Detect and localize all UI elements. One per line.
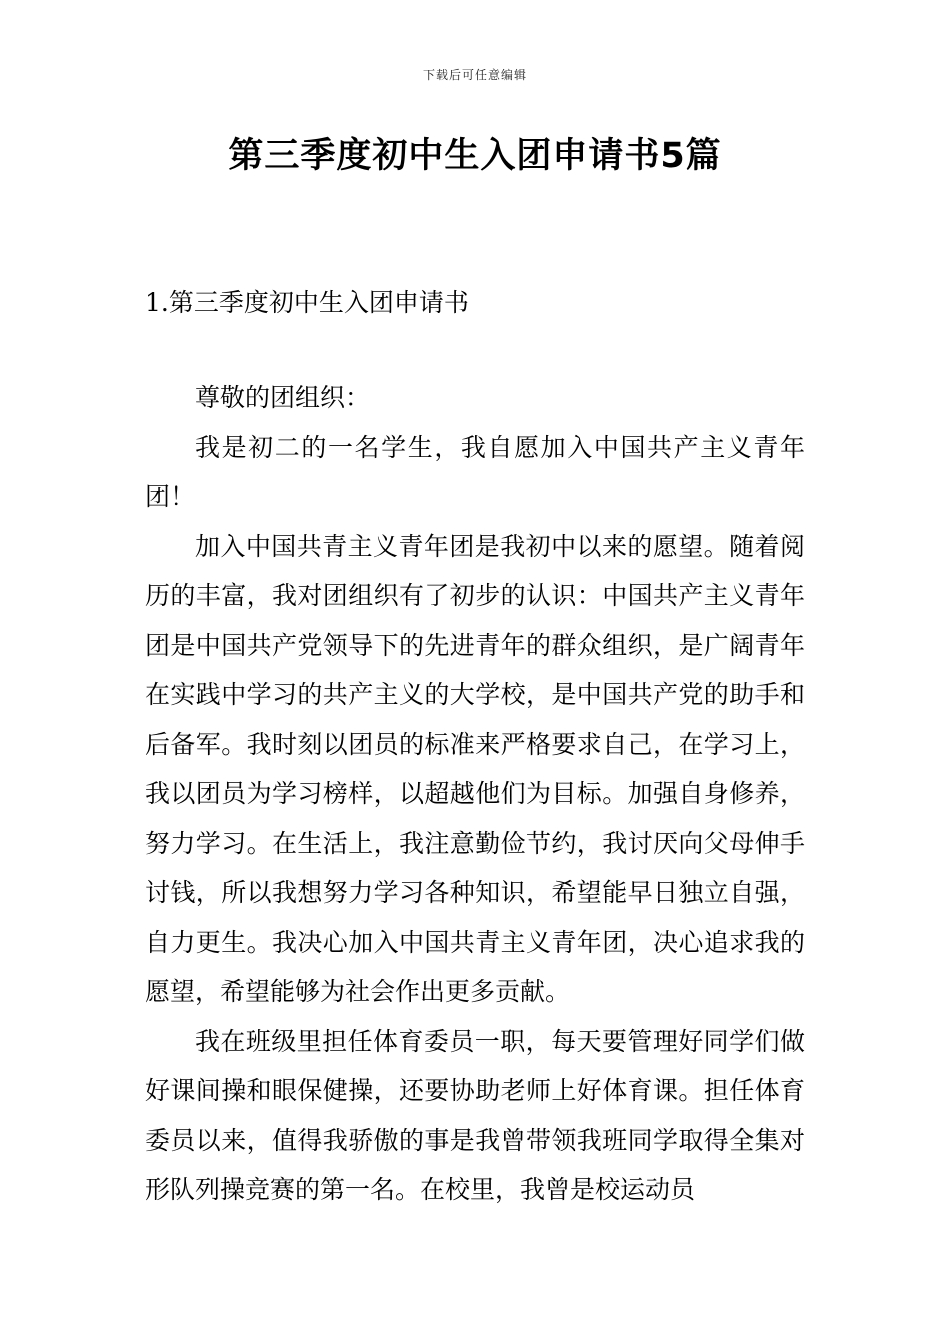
body-paragraph: 加入中国共青主义青年团是我初中以来的愿望。随着阅历的丰富，我对团组织有了初步的认识：中国共产主义青年团是中国共产党领导下的先进青年的群众组织，是广阔青年在实践中学习的共产主义的大学校，是中国共产党的助手和后备军。我时刻以团员的标准来严格要求自己，在学习上，我以团员为学习榜样，以超越他们为目标。加强自身修养，努力学习。在生活上，我注意勤俭节约，我讨厌向父母伸手讨钱，所以我想努力学习各种知识，希望能早日独立自强，自力更生。我决心加入中国共青主义青年团，决心追求我的愿望，希望能够为社会作出更多贡献。 <box>145 531 805 1006</box>
document-body <box>145 373 805 1215</box>
body-paragraph: 我是初二的一名学生，我自愿加入中国共产主义青年团！ <box>145 432 805 511</box>
body-paragraph: 我在班级里担任体育委员一职，每天要管理好同学们做好课间操和眼保健操，还要协助老师上好体育课。担任体育委员以来，值得我骄傲的事是我曾带领我班同学取得全集对形队列操竞赛的第一名。在校里，我曾是校运动员 <box>145 1026 805 1204</box>
header-note: 下载后可任意编辑 <box>422 68 527 82</box>
document-title: 第三季度初中生入团申请书5篇 <box>228 136 722 176</box>
salutation-paragraph: 尊敬的团组织： <box>195 383 371 412</box>
section-heading: 1.第三季度初中生入团申请书 <box>145 288 469 317</box>
